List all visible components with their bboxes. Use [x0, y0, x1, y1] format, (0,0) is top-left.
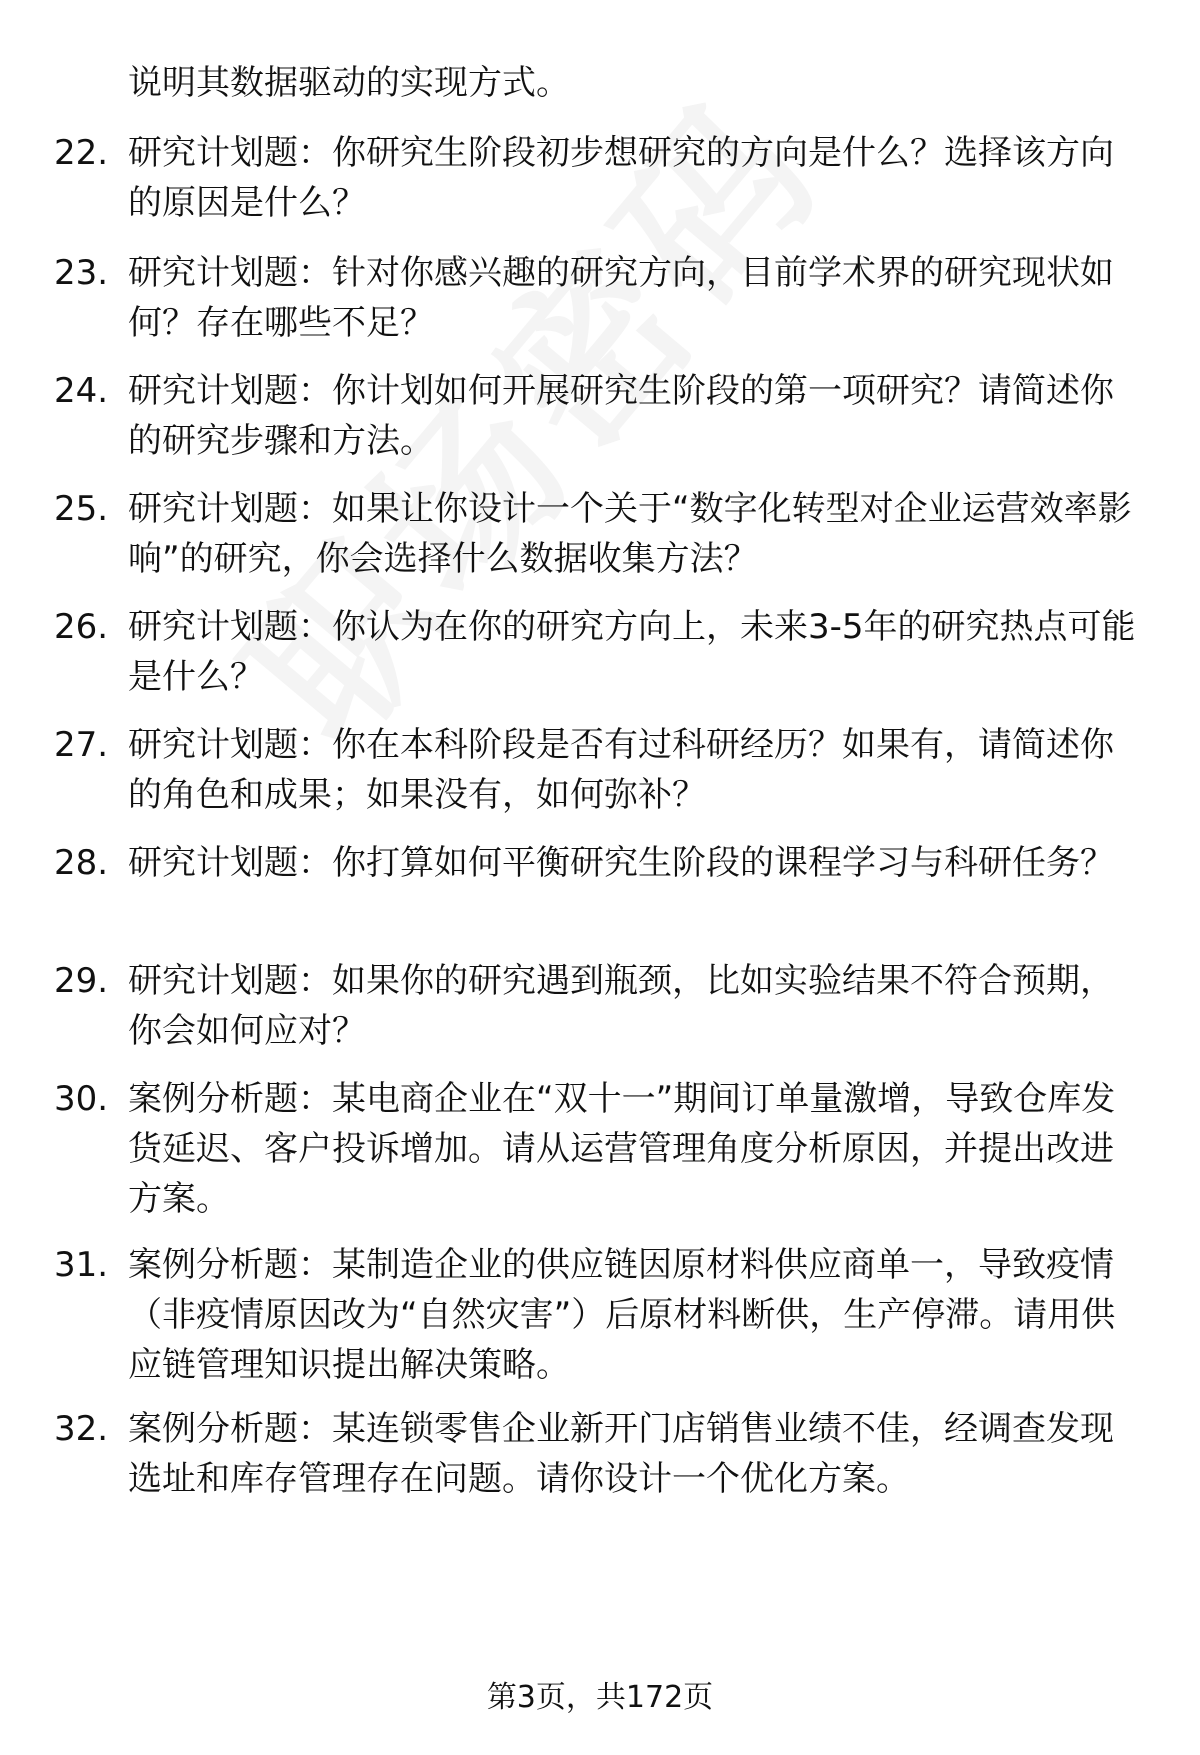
question-number: 31.	[54, 1245, 109, 1285]
question-number: 28.	[54, 843, 109, 883]
question-text: 研究计划题：你打算如何平衡研究生阶段的课程学习与科研任务？	[128, 843, 1114, 883]
question-text: 案例分析题：某电商企业在“双十一”期间订单量激增，导致仓库发货延迟、客户投诉增加。请从运营管理角度分析原因，并提出改进方案。	[128, 1079, 1116, 1219]
question-number: 27.	[54, 725, 109, 765]
question-number: 26.	[54, 607, 109, 647]
question-text: 研究计划题：你研究生阶段初步想研究的方向是什么？选择该方向的原因是什么？	[128, 133, 1114, 223]
question-text: 研究计划题：你认为在你的研究方向上，未来3-5年的研究热点可能是什么？	[128, 607, 1136, 697]
question-number: 22.	[54, 133, 109, 173]
question-text: 研究计划题：如果让你设计一个关于“数字化转型对企业运营效率影响”的研究，你会选择什么数据收集方法？	[128, 489, 1132, 579]
question-number: 30.	[54, 1079, 109, 1119]
question-number: 32.	[54, 1409, 109, 1449]
continuation-text: 说明其数据驱动的实现方式。	[128, 63, 570, 103]
question-number: 24.	[54, 371, 109, 411]
question-text: 研究计划题：针对你感兴趣的研究方向，目前学术界的研究现状如何？存在哪些不足？	[128, 253, 1114, 343]
question-text: 研究计划题：如果你的研究遇到瓶颈，比如实验结果不符合预期，你会如何应对？	[128, 961, 1114, 1051]
question-number: 25.	[54, 489, 109, 529]
page-footer: 第3页，共172页	[486, 1680, 714, 1715]
question-number: 23.	[54, 253, 109, 293]
question-text: 研究计划题：你在本科阶段是否有过科研经历？如果有，请简述你的角色和成果；如果没有，如何弥补？	[128, 725, 1114, 815]
question-text: 案例分析题：某连锁零售企业新开门店销售业绩不佳，经调查发现选址和库存管理存在问题。请你设计一个优化方案。	[128, 1409, 1114, 1499]
question-text: 案例分析题：某制造企业的供应链因原材料供应商单一，导致疫情（非疫情原因改为“自然灾害”）后原材料断供，生产停滞。请用供应链管理知识提出解决策略。	[128, 1245, 1116, 1385]
question-text: 研究计划题：你计划如何开展研究生阶段的第一项研究？请简述你的研究步骤和方法。	[128, 371, 1114, 461]
question-number: 29.	[54, 961, 109, 1001]
